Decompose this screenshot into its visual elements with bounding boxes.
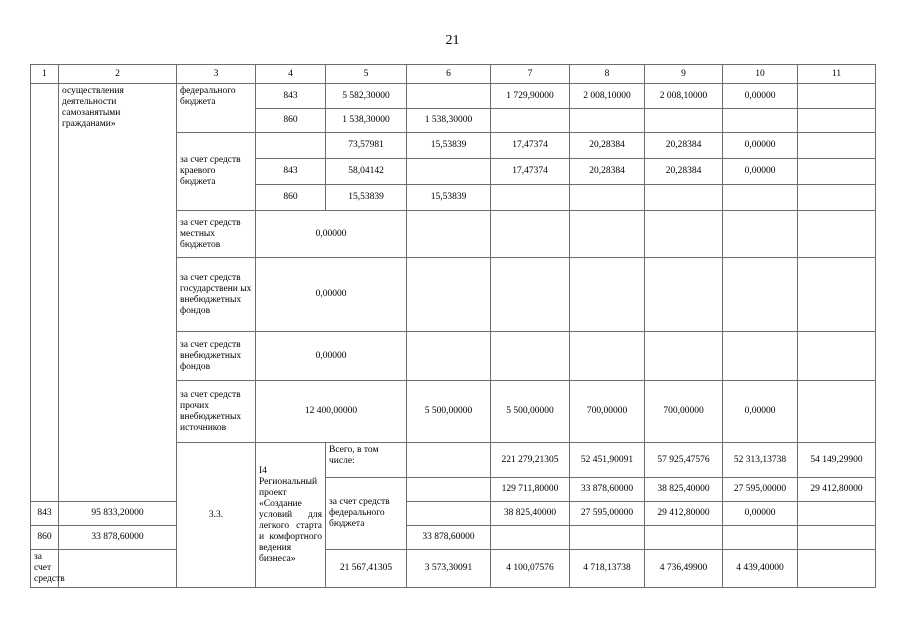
table-cell [798,211,876,258]
source-label-cell: за счет средств государствени ых внебюджетных фондов [177,258,256,332]
table-cell [798,185,876,211]
table-cell: 29 412,80000 [645,502,723,526]
table-cell: 700,00000 [570,381,645,443]
table-cell [723,185,798,211]
header-cell: 3 [177,65,256,84]
table-cell [798,332,876,381]
table-cell: 15,53839 [407,133,491,159]
table-cell [491,258,570,332]
table-cell [407,443,491,478]
table-cell [570,332,645,381]
header-cell: 1 [31,65,59,84]
row-number-cell [31,84,59,502]
table-cell: 843 [256,159,326,185]
table-cell: 1 729,90000 [491,84,570,109]
table-cell: 5 582,30000 [326,84,407,109]
table-cell: 29 412,80000 [798,478,876,502]
header-cell: 4 [256,65,326,84]
table-cell [491,109,570,133]
table-cell: 95 833,20000 [59,502,177,526]
table-cell [645,332,723,381]
table-cell [491,211,570,258]
table-cell: 4 736,49900 [645,550,723,588]
table-cell [798,526,876,550]
table-cell: 54 149,29900 [798,443,876,478]
header-cell: 11 [798,65,876,84]
table-cell [645,526,723,550]
row-number-cell: 3.3. [177,443,256,588]
table-cell: 0,00000 [723,159,798,185]
table-cell: 33 878,60000 [407,526,491,550]
table-cell: 0,00000 [723,133,798,159]
table-cell: 0,00000 [723,502,798,526]
table-cell [407,478,491,502]
budget-table [30,64,876,588]
table-row [31,502,876,526]
table-cell: 4 439,40000 [723,550,798,588]
table-cell: 2 008,10000 [645,84,723,109]
table-cell: 12 400,00000 [256,381,407,443]
table-cell [645,211,723,258]
table-cell [645,185,723,211]
table-cell [491,526,570,550]
table-cell: 17,47374 [491,159,570,185]
table-cell: 15,53839 [407,185,491,211]
table-header-row [31,65,876,84]
table-cell: 843 [31,502,59,526]
table-cell [570,258,645,332]
table-cell: 1 538,30000 [407,109,491,133]
table-cell [798,550,876,588]
source-label-cell: за счет средств прочих внебюджетных источников [177,381,256,443]
table-cell: 20,28384 [645,159,723,185]
table-cell [59,550,177,588]
table-cell [407,258,491,332]
table-cell: 4 100,07576 [491,550,570,588]
table-cell: 1 538,30000 [326,109,407,133]
table-cell [407,159,491,185]
table-cell: 27 595,00000 [723,478,798,502]
source-label-cell: федерального бюджета [177,84,256,133]
table-cell [491,185,570,211]
source-label-cell: за счет средств краевого бюджета [177,133,256,211]
source-label-cell: Всего, в том числе: [326,443,407,478]
table-cell [570,185,645,211]
table-cell [407,502,491,526]
source-label-cell: за счет средств внебюджетных фондов [177,332,256,381]
table-cell: 27 595,00000 [570,502,645,526]
table-cell [723,332,798,381]
table-cell: 0,00000 [723,381,798,443]
table-cell: 58,04142 [326,159,407,185]
table-cell: 17,47374 [491,133,570,159]
table-cell [723,526,798,550]
table-cell [570,109,645,133]
table-cell: 4 718,13738 [570,550,645,588]
table-cell [570,211,645,258]
table-cell: 21 567,41305 [326,550,407,588]
table-cell: 5 500,00000 [491,381,570,443]
table-cell: 5 500,00000 [407,381,491,443]
table-cell [798,502,876,526]
table-cell: 15,53839 [326,185,407,211]
table-cell: 0,00000 [256,211,407,258]
table-cell [645,258,723,332]
table-cell: 860 [256,185,326,211]
table-cell [407,84,491,109]
header-cell: 7 [491,65,570,84]
project-name-cell: I4 Региональный проект «Создание условий для легкого старта и комфортного ведения бизнеса» [256,443,326,588]
table-cell: 860 [256,109,326,133]
source-label-cell: за счет средств местных бюджетов [177,211,256,258]
table-cell: 221 279,21305 [491,443,570,478]
table-cell: 0,00000 [256,258,407,332]
table-cell [407,332,491,381]
table-cell: 700,00000 [645,381,723,443]
table-cell [798,258,876,332]
table-cell: 20,28384 [645,133,723,159]
table-cell: 0,00000 [723,84,798,109]
page-number: 21 [445,33,460,48]
header-cell: 6 [407,65,491,84]
source-label-cell: за счет средств [31,550,59,588]
table-cell [798,109,876,133]
table-cell: 3 573,30091 [407,550,491,588]
table-cell: 57 925,47576 [645,443,723,478]
table-cell: 33 878,60000 [59,526,177,550]
header-cell: 9 [645,65,723,84]
header-cell: 5 [326,65,407,84]
table-cell: 20,28384 [570,159,645,185]
header-cell: 10 [723,65,798,84]
source-label-cell: за счет средств федерального бюджета [326,478,407,550]
table-cell: 38 825,40000 [645,478,723,502]
table-cell: 129 711,80000 [491,478,570,502]
table-cell [798,84,876,109]
table-cell: 38 825,40000 [491,502,570,526]
table-cell: 843 [256,84,326,109]
table-cell [723,258,798,332]
table-row [31,84,876,109]
table-cell [256,133,326,159]
measure-name-cell: осуществления деятельности самозанятыми гражданами» [59,84,177,502]
table-cell [570,526,645,550]
table-cell [798,133,876,159]
table-cell [723,109,798,133]
table-cell [645,109,723,133]
header-cell: 8 [570,65,645,84]
table-cell [798,381,876,443]
table-cell: 20,28384 [570,133,645,159]
table-row [31,550,876,588]
table-cell: 52 451,90091 [570,443,645,478]
table-cell [407,211,491,258]
table-cell: 0,00000 [256,332,407,381]
table-row [31,526,876,550]
table-cell [798,159,876,185]
table-cell [723,211,798,258]
table-cell: 2 008,10000 [570,84,645,109]
table-cell [491,332,570,381]
header-cell: 2 [59,65,177,84]
table-cell: 73,57981 [326,133,407,159]
table-cell: 33 878,60000 [570,478,645,502]
table-cell: 52 313,13738 [723,443,798,478]
table-cell: 860 [31,526,59,550]
